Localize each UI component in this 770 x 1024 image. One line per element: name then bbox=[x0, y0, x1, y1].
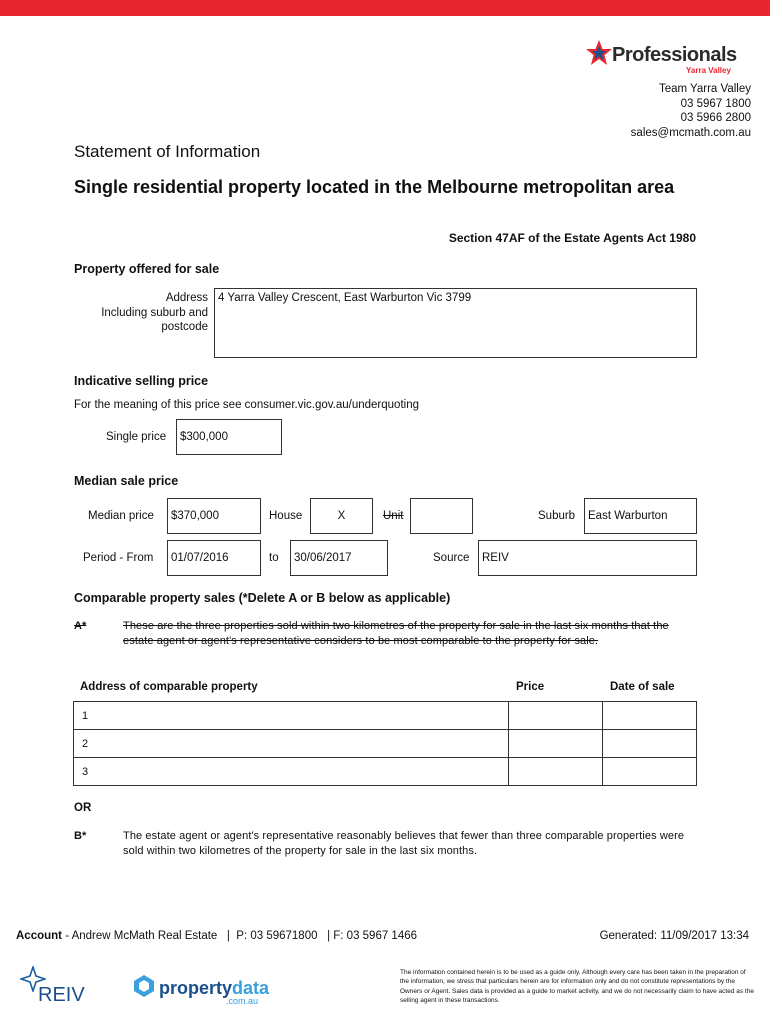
period-from-label: Period - From bbox=[83, 552, 154, 564]
period-to-field[interactable]: 30/06/2017 bbox=[290, 540, 388, 576]
propertydata-logo-icon bbox=[132, 974, 156, 998]
brand-subtitle: Yarra Valley bbox=[686, 66, 731, 75]
main-title: Single residential property located in the Melbourne metropolitan area bbox=[74, 177, 675, 197]
row-1-price-cell[interactable] bbox=[509, 702, 603, 730]
median-heading: Median sale price bbox=[74, 474, 179, 488]
row-2-price-cell[interactable] bbox=[509, 730, 603, 758]
row-1-address-cell[interactable]: 1 bbox=[74, 702, 509, 730]
row-2-date-cell[interactable] bbox=[603, 730, 697, 758]
agency-contact bbox=[631, 82, 751, 140]
top-red-bar bbox=[0, 0, 770, 16]
contact-team: Team Yarra Valley bbox=[658, 83, 751, 95]
row-1-date-cell[interactable] bbox=[603, 702, 697, 730]
brand-name: Professionals bbox=[612, 44, 737, 66]
table-row bbox=[74, 702, 697, 730]
account-label: Account bbox=[16, 930, 62, 942]
generated-timestamp: Generated: 11/09/2017 13:34 bbox=[599, 930, 749, 942]
comparable-heading: Comparable property sales (*Delete A or B below as applicable) bbox=[74, 591, 451, 605]
col-address-header: Address of comparable property bbox=[80, 681, 258, 693]
option-a-label: A* bbox=[74, 620, 87, 632]
row-2-address-cell[interactable]: 2 bbox=[74, 730, 509, 758]
row-3-date-cell[interactable] bbox=[603, 758, 697, 786]
or-label: OR bbox=[74, 802, 92, 814]
table-row bbox=[74, 730, 697, 758]
single-price-label: Single price bbox=[106, 431, 167, 443]
median-price-label: Median price bbox=[88, 510, 154, 522]
source-label: Source bbox=[433, 552, 470, 564]
unit-label: Unit bbox=[383, 510, 404, 522]
underquoting-note: For the meaning of this price see consumer.vic.gov.au/underquoting bbox=[74, 399, 419, 411]
address-label-line-1: Address bbox=[165, 292, 208, 304]
option-b-text: The estate agent or agent's representative reasonably believes that fewer than three comparable properties were sold within two kilometres of the property for sale in the last six months. bbox=[123, 830, 685, 857]
suburb-label: Suburb bbox=[538, 510, 576, 522]
option-a-text: These are the three properties sold within two kilometres of the property for sale in the last six months that the estate agent or agent's representative considers to be most comparable to the property for sale. bbox=[123, 620, 669, 647]
professionals-star-logo-icon bbox=[584, 38, 614, 68]
section-reference: Section 47AF of the Estate Agents Act 1980 bbox=[448, 231, 696, 245]
address-field[interactable]: 4 Yarra Valley Crescent, East Warburton Vic 3799 bbox=[214, 288, 697, 358]
account-details: - Andrew McMath Real Estate | P: 03 59671800 | F: 03 5967 1466 bbox=[62, 930, 418, 942]
row-3-price-cell[interactable] bbox=[509, 758, 603, 786]
median-price-field[interactable]: $370,000 bbox=[167, 498, 261, 534]
property-heading: Property offered for sale bbox=[74, 262, 220, 276]
option-b-label: B* bbox=[74, 830, 87, 842]
contact-email: sales@mcmath.com.au bbox=[630, 126, 751, 139]
account-line bbox=[16, 930, 417, 942]
propertydata-word-1: property bbox=[159, 978, 233, 998]
indicative-heading: Indicative selling price bbox=[74, 374, 209, 388]
propertydata-word-2: data bbox=[232, 978, 270, 998]
house-label: House bbox=[269, 510, 303, 522]
address-label bbox=[101, 291, 208, 335]
house-field[interactable]: X bbox=[310, 498, 373, 534]
propertydata-domain: .com.au bbox=[226, 996, 259, 1006]
suburb-field[interactable]: East Warburton bbox=[584, 498, 697, 534]
to-label: to bbox=[269, 552, 279, 564]
address-label-line-2: Including suburb and bbox=[101, 306, 208, 319]
period-from-field[interactable]: 01/07/2016 bbox=[167, 540, 261, 576]
unit-field[interactable] bbox=[410, 498, 473, 534]
reiv-logo-text: REIV bbox=[38, 984, 85, 1006]
contact-phone-2: 03 5966 2800 bbox=[680, 112, 751, 124]
row-3-address-cell[interactable]: 3 bbox=[74, 758, 509, 786]
col-price-header: Price bbox=[516, 681, 545, 693]
col-date-header: Date of sale bbox=[610, 681, 675, 693]
disclaimer-text: The information contained herein is to be used as a guide only. Although every care has been taken in the preparation of the information, we stress that particulars herein are for information only and do not constitute representations by the Owners or Agent. Sales data is provided as a guide to market activity, and we do not necessarily claim to have acted as the selling agent in these transactions. bbox=[400, 969, 754, 1004]
address-label-line-3: postcode bbox=[161, 321, 208, 333]
statement-title: Statement of Information bbox=[74, 142, 261, 161]
single-price-field[interactable]: $300,000 bbox=[176, 419, 282, 455]
source-field[interactable]: REIV bbox=[478, 540, 697, 576]
contact-phone-1: 03 5967 1800 bbox=[680, 97, 751, 110]
comparable-table bbox=[73, 701, 697, 786]
table-row bbox=[74, 758, 697, 786]
